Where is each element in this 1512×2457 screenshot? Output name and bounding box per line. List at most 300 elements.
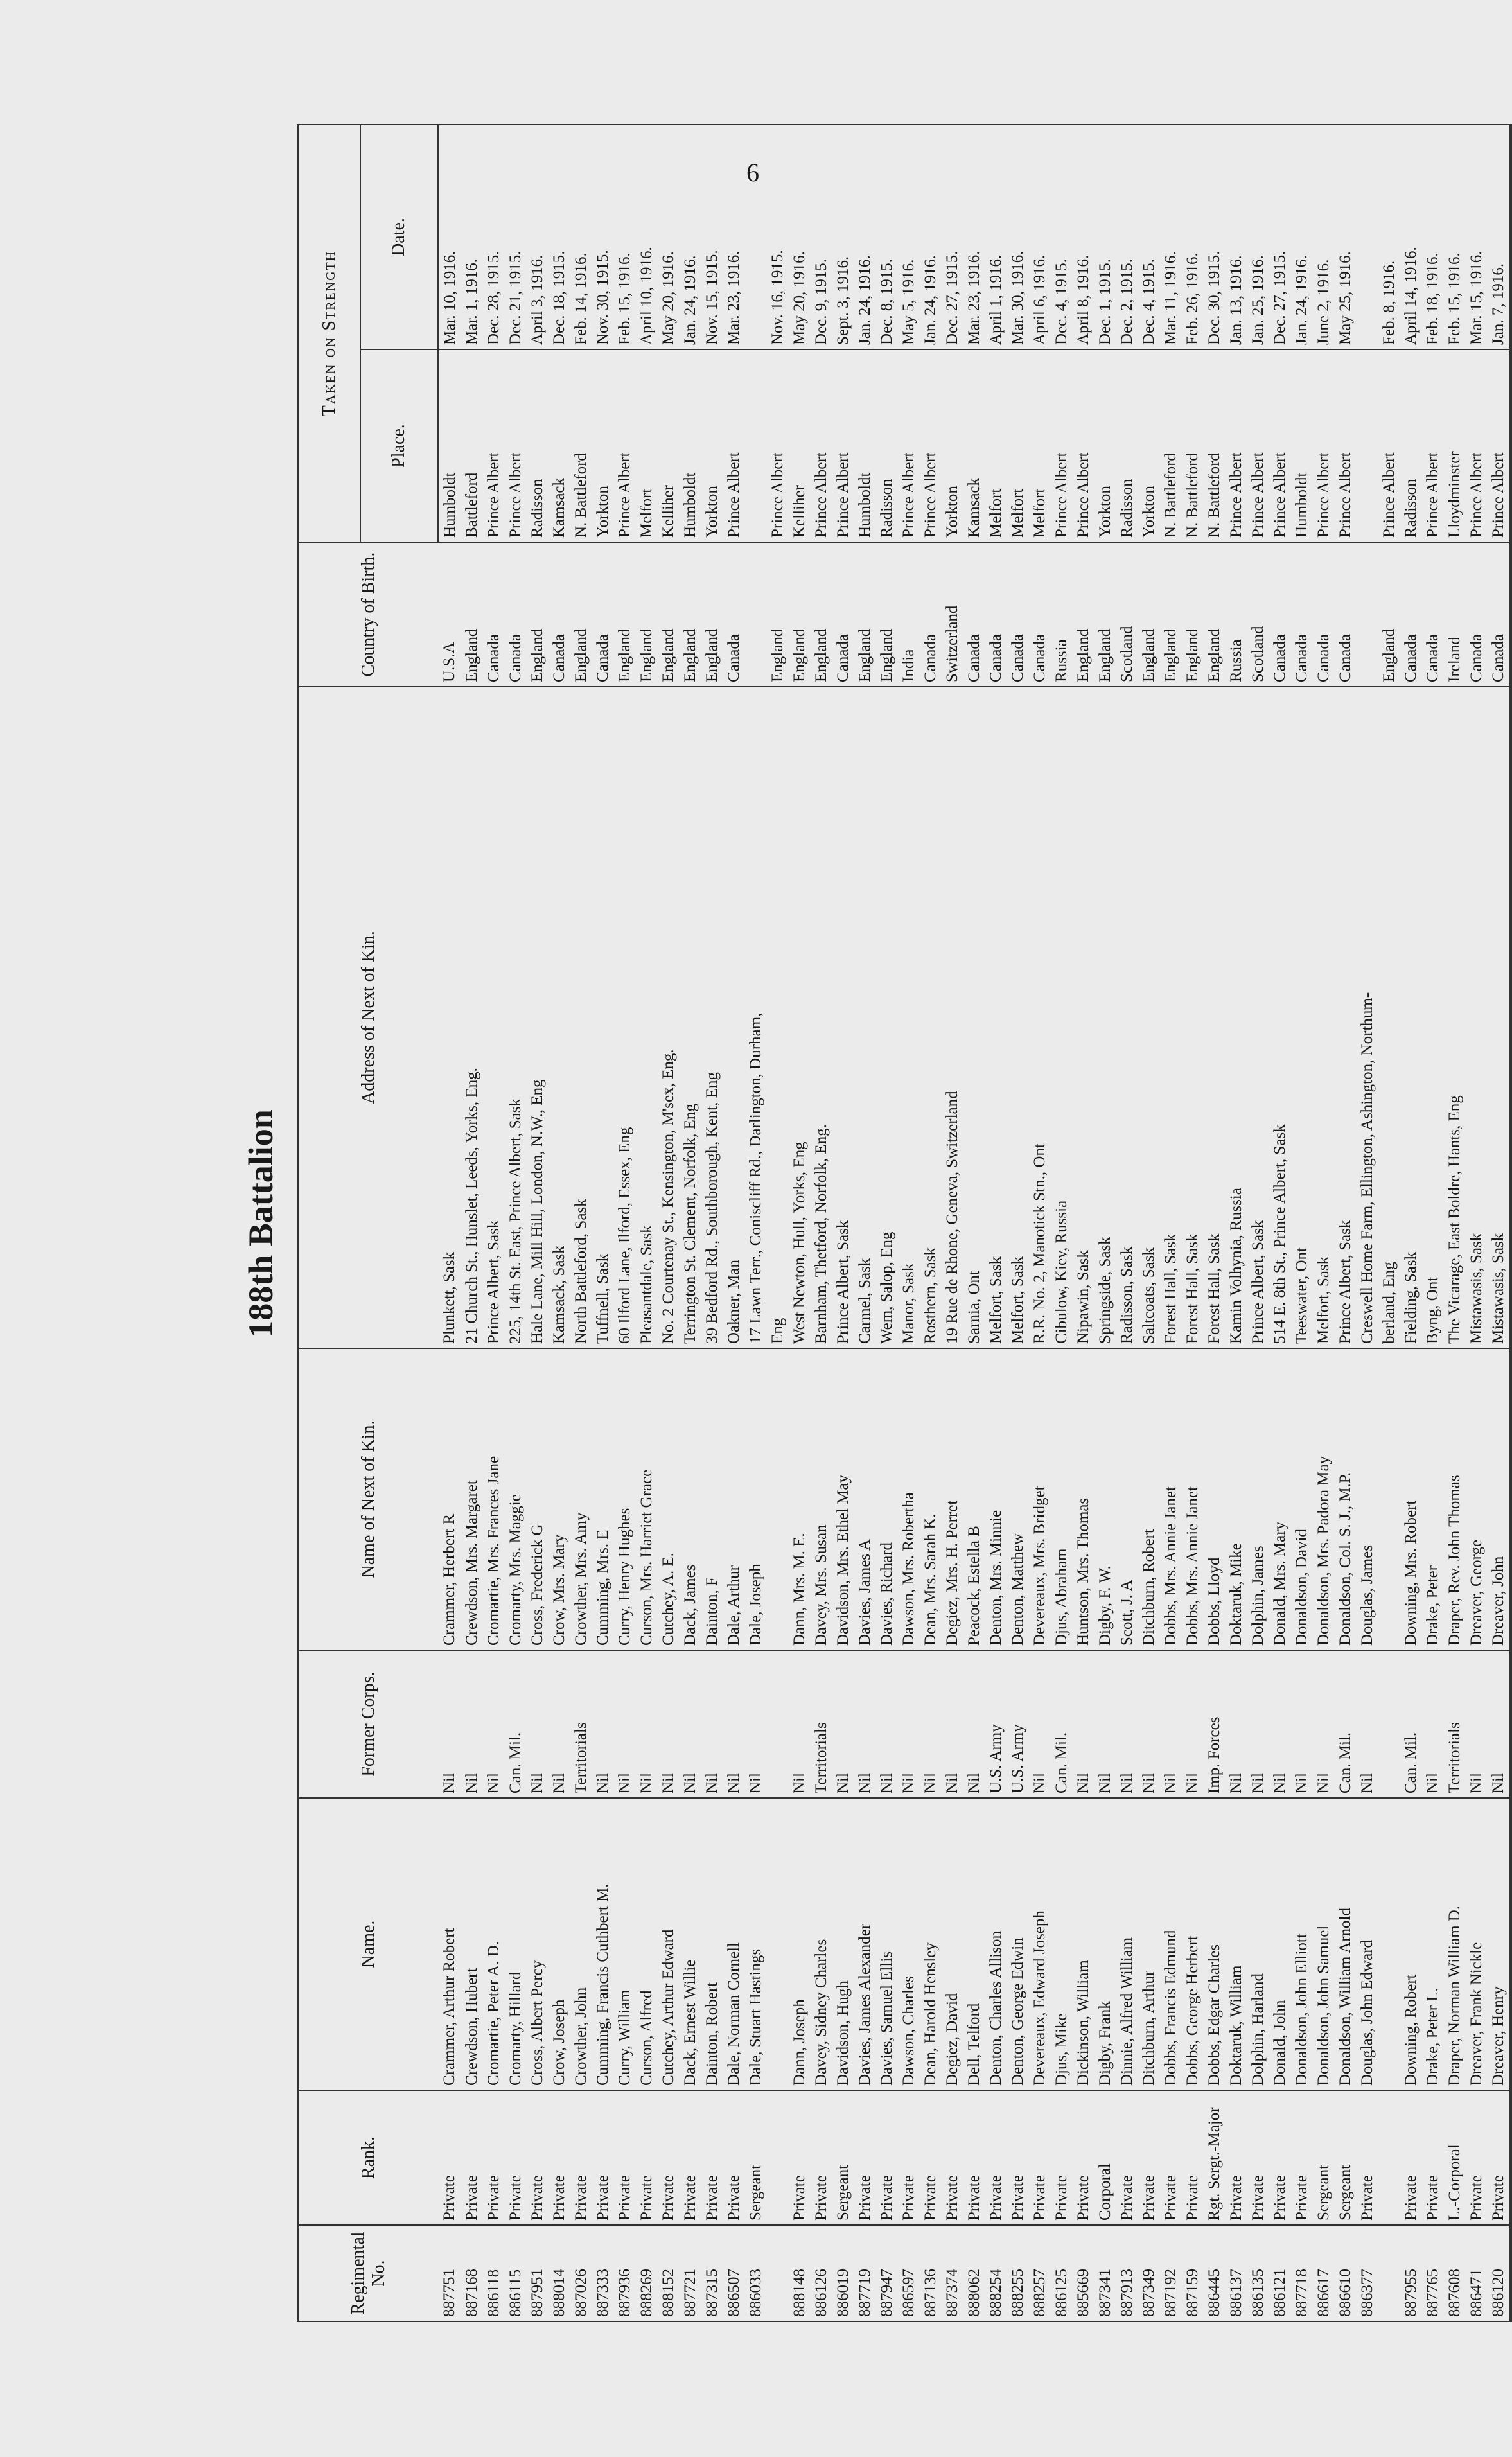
regimental-no: 886115	[505, 2225, 527, 2321]
next-of-kin: Curry, Henry Hughes	[614, 1348, 636, 1650]
table-row	[570, 125, 592, 2321]
regimental-no: 885669	[1073, 2225, 1094, 2321]
kin-address: R.R. No. 2, Manotick Stn., Ont	[1029, 687, 1051, 1348]
taken-on-date: May 20, 1916.	[658, 125, 680, 349]
header-name: Name.	[298, 1798, 438, 2090]
kin-address: North Battleford, Sask	[570, 687, 592, 1348]
next-of-kin: Dobbs, Lloyd	[1204, 1348, 1226, 1650]
next-of-kin: Dobbs, Mrs. Annie Janet	[1182, 1348, 1204, 1650]
kin-address: Prince Albert, Sask	[483, 687, 505, 1348]
country-of-birth: Canada	[723, 542, 745, 687]
former-corps: Nil	[636, 1650, 658, 1798]
next-of-kin: Cromartie, Mrs. Frances Jane	[483, 1348, 505, 1650]
regimental-no: 888269	[636, 2225, 658, 2321]
kin-address: Barnham, Thetford, Norfolk, Eng.	[811, 687, 832, 1348]
taken-on-place: Prince Albert	[1335, 349, 1357, 542]
soldier-name: Crewdson, Hubert	[461, 1798, 483, 2090]
table-row	[1422, 125, 1444, 2321]
next-of-kin: Davidson, Mrs. Ethel May	[832, 1348, 854, 1650]
soldier-name: Dell, Telford	[963, 1798, 985, 2090]
regimental-no: 886610	[1335, 2225, 1357, 2321]
taken-on-place: Radisson	[1116, 349, 1138, 542]
soldier-name: Crow, Joseph	[549, 1798, 570, 2090]
table-row	[701, 125, 723, 2321]
next-of-kin: Huntson, Mrs. Thomas	[1073, 1348, 1094, 1650]
rank: Private	[549, 2090, 570, 2225]
rank: Private	[680, 2090, 701, 2225]
taken-on-date: Mar. 15, 1916.	[1466, 125, 1488, 349]
country-of-birth: Canada	[505, 542, 527, 687]
taken-on-date: Dec. 9, 1915.	[811, 125, 832, 349]
country-of-birth: England	[701, 542, 723, 687]
table-row	[461, 125, 483, 2321]
regimental-no: 886120	[1488, 2225, 1511, 2321]
rank: Private	[701, 2090, 723, 2225]
rank: Private	[898, 2090, 920, 2225]
rank: Private	[1160, 2090, 1182, 2225]
taken-on-date: Mar. 23, 1916.	[723, 125, 745, 349]
former-corps: Nil	[920, 1650, 942, 1798]
header-regimental-no: Regimental No.	[298, 2225, 438, 2321]
former-corps: Imp. Forces	[1204, 1650, 1226, 1798]
soldier-name: Donaldson, John Samuel	[1313, 1798, 1335, 2090]
rank: Private	[811, 2090, 832, 2225]
soldier-name: Djus, Mike	[1051, 1798, 1073, 2090]
table-row	[1357, 125, 1378, 2321]
rank: Private	[438, 2090, 461, 2225]
taken-on-place: Kamsack	[549, 349, 570, 542]
taken-on-place: N. Battleford	[1204, 349, 1226, 542]
rank: Rgt. Sergt.-Major	[1204, 2090, 1226, 2225]
former-corps: Can. Mil.	[1400, 1650, 1422, 1798]
soldier-name: Dinnie, Alfred William	[1116, 1798, 1138, 2090]
kin-address: 514 E. 8th St., Prince Albert, Sask	[1269, 687, 1291, 1348]
table-row	[658, 125, 680, 2321]
taken-on-date: Mar. 23, 1916.	[963, 125, 985, 349]
next-of-kin: Peacock, Estella B	[963, 1348, 985, 1650]
taken-on-date: Dec. 30, 1915.	[1204, 125, 1226, 349]
header-next-of-kin: Name of Next of Kin.	[298, 1348, 438, 1650]
country-of-birth: Canada	[985, 542, 1007, 687]
rank: Private	[636, 2090, 658, 2225]
former-corps: Nil	[898, 1650, 920, 1798]
former-corps: Nil	[701, 1650, 723, 1798]
taken-on-place: Yorkton	[1094, 349, 1116, 542]
country-of-birth: Canada	[1466, 542, 1488, 687]
taken-on-place: Prince Albert	[1226, 349, 1247, 542]
rank: Private	[505, 2090, 527, 2225]
country-of-birth: England	[854, 542, 876, 687]
regimental-no: 886135	[1247, 2225, 1269, 2321]
regimental-no: 887136	[920, 2225, 942, 2321]
taken-on-place: Humboldt	[1291, 349, 1313, 542]
regimental-no: 887718	[1291, 2225, 1313, 2321]
next-of-kin: Denton, Matthew	[1007, 1348, 1029, 1650]
kin-address: Tuffnell, Sask	[592, 687, 614, 1348]
taken-on-place: Prince Albert	[1073, 349, 1094, 542]
kin-address: Pleasantdale, Sask	[636, 687, 658, 1348]
next-of-kin: Dale, Joseph	[745, 1348, 767, 1650]
table-row	[1400, 125, 1422, 2321]
header-former-corps: Former Corps.	[298, 1650, 438, 1798]
rank: Private	[1051, 2090, 1073, 2225]
soldier-name: Davies, James Alexander	[854, 1798, 876, 2090]
next-of-kin: Cromarty, Mrs. Maggie	[505, 1348, 527, 1650]
kin-address: Fielding, Sask	[1400, 687, 1422, 1348]
soldier-name: Douglas, John Edward	[1357, 1798, 1378, 2090]
former-corps	[767, 1650, 789, 1798]
table-row	[1269, 125, 1291, 2321]
former-corps: Nil	[1073, 1650, 1094, 1798]
table-row	[1466, 125, 1488, 2321]
country-of-birth	[1357, 542, 1378, 687]
taken-on-place: Prince Albert	[614, 349, 636, 542]
former-corps: Nil	[1357, 1650, 1378, 1798]
taken-on-date: Dec. 2, 1915.	[1116, 125, 1138, 349]
regimental-no: 887315	[701, 2225, 723, 2321]
next-of-kin: Cutchey, A. E.	[658, 1348, 680, 1650]
soldier-name: Dainton, Robert	[701, 1798, 723, 2090]
taken-on-place: Prince Albert	[898, 349, 920, 542]
taken-on-date: Jan. 24, 1916.	[1291, 125, 1313, 349]
regimental-no: 887947	[876, 2225, 898, 2321]
taken-on-date: Dec. 4, 1915.	[1138, 125, 1160, 349]
country-of-birth: England	[1182, 542, 1204, 687]
country-of-birth: England	[461, 542, 483, 687]
kin-address: 19 Rue de Rhone, Geneva, Switzerland	[942, 687, 963, 1348]
rank: Private	[963, 2090, 985, 2225]
former-corps: Nil	[832, 1650, 854, 1798]
soldier-name: Cutchey, Arthur Edward	[658, 1798, 680, 2090]
former-corps: Nil	[658, 1650, 680, 1798]
soldier-name: Downing, Robert	[1400, 1798, 1422, 2090]
next-of-kin: Doktaruk, Mike	[1226, 1348, 1247, 1650]
taken-on-place: Prince Albert	[1247, 349, 1269, 542]
regimental-no: 887192	[1160, 2225, 1182, 2321]
rank: Private	[1247, 2090, 1269, 2225]
rank: Private	[1138, 2090, 1160, 2225]
kin-address: 225, 14th St. East, Prince Albert, Sask	[505, 687, 527, 1348]
kin-address: Saltcoats, Sask	[1138, 687, 1160, 1348]
next-of-kin: Denton, Mrs. Minnie	[985, 1348, 1007, 1650]
taken-on-place: Melfort	[985, 349, 1007, 542]
regimental-no: 886121	[1269, 2225, 1291, 2321]
taken-on-place: Battleford	[461, 349, 483, 542]
country-of-birth: Canada	[963, 542, 985, 687]
soldier-name	[1378, 1798, 1400, 2090]
rank: Private	[570, 2090, 592, 2225]
taken-on-date: Dec. 27, 1915.	[942, 125, 963, 349]
former-corps: Nil	[1313, 1650, 1335, 1798]
former-corps: Territorials	[570, 1650, 592, 1798]
next-of-kin: Degiez, Mrs. H. Perret	[942, 1348, 963, 1650]
country-of-birth: Canada	[1488, 542, 1511, 687]
header-taken-on-strength: Taken on Strength	[298, 125, 360, 542]
regimental-no: 886118	[483, 2225, 505, 2321]
soldier-name: Dawson, Charles	[898, 1798, 920, 2090]
kin-address: Radisson, Sask	[1116, 687, 1138, 1348]
country-of-birth: Canada	[1029, 542, 1051, 687]
taken-on-date: Jan. 25, 1916.	[1247, 125, 1269, 349]
country-of-birth: U.S.A	[438, 542, 461, 687]
next-of-kin: Digby, F. W.	[1094, 1348, 1116, 1650]
kin-address: No. 2 Courtenay St., Kensington, M'sex, Eng.	[658, 687, 680, 1348]
country-of-birth: Canada	[920, 542, 942, 687]
taken-on-place: Humboldt	[438, 349, 461, 542]
country-of-birth: England	[1378, 542, 1400, 687]
taken-on-place: Lloydminster	[1444, 349, 1466, 542]
regimental-no: 887936	[614, 2225, 636, 2321]
table-row	[963, 125, 985, 2321]
kin-address: Forest Hall, Sask	[1160, 687, 1182, 1348]
country-of-birth: Canada	[549, 542, 570, 687]
country-of-birth: England	[876, 542, 898, 687]
taken-on-date: Jan. 13, 1916.	[1226, 125, 1247, 349]
regimental-no: 888148	[789, 2225, 811, 2321]
regimental-no: 887159	[1182, 2225, 1204, 2321]
country-of-birth: Russia	[1226, 542, 1247, 687]
kin-address: 39 Bedford Rd., Southborough, Kent, Eng	[701, 687, 723, 1348]
rank: Sergeant	[1313, 2090, 1335, 2225]
regimental-no: 887349	[1138, 2225, 1160, 2321]
taken-on-place: Melfort	[1007, 349, 1029, 542]
header-country: Country of Birth.	[298, 542, 438, 687]
rank: Private	[461, 2090, 483, 2225]
taken-on-place: Yorkton	[942, 349, 963, 542]
taken-on-date: Feb. 18, 1916.	[1422, 125, 1444, 349]
taken-on-date: Mar. 11, 1916.	[1160, 125, 1182, 349]
taken-on-date: Mar. 30, 1916.	[1007, 125, 1029, 349]
table-row	[1488, 125, 1511, 2321]
soldier-name: Cumming, Francis Cuthbert M.	[592, 1798, 614, 2090]
table-row	[920, 125, 942, 2321]
kin-address: Eng	[767, 687, 789, 1348]
nominal-roll-table	[297, 124, 1512, 2322]
country-of-birth: India	[898, 542, 920, 687]
country-of-birth: Canada	[832, 542, 854, 687]
roll-body	[438, 125, 1511, 2321]
taken-on-date: Dec. 27, 1915.	[1269, 125, 1291, 349]
regimental-no: 886033	[745, 2225, 767, 2321]
country-of-birth: Canada	[1400, 542, 1422, 687]
soldier-name: Dolphin, Harland	[1247, 1798, 1269, 2090]
country-of-birth: Ireland	[1444, 542, 1466, 687]
kin-address: berland, Eng	[1378, 687, 1400, 1348]
taken-on-place: Radisson	[876, 349, 898, 542]
next-of-kin: Donaldson, Mrs. Padora May	[1313, 1348, 1335, 1650]
regimental-no: 887955	[1400, 2225, 1422, 2321]
former-corps: Can. Mil.	[505, 1650, 527, 1798]
country-of-birth: England	[1160, 542, 1182, 687]
former-corps: Nil	[680, 1650, 701, 1798]
table-row	[898, 125, 920, 2321]
taken-on-place: Prince Albert	[1051, 349, 1073, 542]
table-row	[1007, 125, 1029, 2321]
taken-on-place: Yorkton	[701, 349, 723, 542]
country-of-birth: England	[1138, 542, 1160, 687]
table-row	[1116, 125, 1138, 2321]
next-of-kin: Dainton, F	[701, 1348, 723, 1650]
taken-on-place: Prince Albert	[1313, 349, 1335, 542]
regimental-no: 888014	[549, 2225, 570, 2321]
table-row	[942, 125, 963, 2321]
country-of-birth: Scotland	[1247, 542, 1269, 687]
table-row	[876, 125, 898, 2321]
former-corps: Nil	[942, 1650, 963, 1798]
table-row	[1182, 125, 1204, 2321]
page-number: 6	[746, 158, 759, 187]
regimental-no: 887765	[1422, 2225, 1444, 2321]
taken-on-place: Prince Albert	[832, 349, 854, 542]
regimental-no: 887721	[680, 2225, 701, 2321]
taken-on-date: Mar. 1, 1916.	[461, 125, 483, 349]
kin-address: Kamin Volhynia, Russia	[1226, 687, 1247, 1348]
table-row	[1247, 125, 1269, 2321]
taken-on-place: Prince Albert	[1422, 349, 1444, 542]
header-date: Date.	[360, 125, 438, 349]
table-row	[549, 125, 570, 2321]
taken-on-place: Radisson	[527, 349, 549, 542]
former-corps: Nil	[963, 1650, 985, 1798]
soldier-name: Donaldson, John Elliott	[1291, 1798, 1313, 2090]
country-of-birth: Canada	[483, 542, 505, 687]
former-corps: Nil	[592, 1650, 614, 1798]
kin-address: Forest Hall, Sask	[1182, 687, 1204, 1348]
regimental-no: 888254	[985, 2225, 1007, 2321]
kin-address: West Newton, Hull, Yorks, Eng	[789, 687, 811, 1348]
soldier-name: Cross, Albert Percy	[527, 1798, 549, 2090]
soldier-name: Dobbs, Francis Edmund	[1160, 1798, 1182, 2090]
country-of-birth: England	[789, 542, 811, 687]
kin-address: Melfort, Sask	[1007, 687, 1029, 1348]
table-row	[527, 125, 549, 2321]
rank: Private	[1291, 2090, 1313, 2225]
next-of-kin: Davies, James A	[854, 1348, 876, 1650]
next-of-kin: Draper, Rev. John Thomas	[1444, 1348, 1466, 1650]
rank: Private	[1269, 2090, 1291, 2225]
soldier-name: Degiez, David	[942, 1798, 963, 2090]
former-corps: Can. Mil.	[1335, 1650, 1357, 1798]
regimental-no: 886471	[1466, 2225, 1488, 2321]
regimental-no: 887951	[527, 2225, 549, 2321]
soldier-name: Dreaver, Henry	[1488, 1798, 1511, 2090]
country-of-birth: Switzerland	[942, 542, 963, 687]
rank: Private	[658, 2090, 680, 2225]
regimental-no: 886377	[1357, 2225, 1378, 2321]
kin-address: Creswell Home Farm, Ellington, Ashington, Northum-	[1357, 687, 1378, 1348]
soldier-name: Donald, John	[1269, 1798, 1291, 2090]
table-row	[1378, 125, 1400, 2321]
soldier-name: Dobbs, George Herbert	[1182, 1798, 1204, 2090]
rank: Private	[1466, 2090, 1488, 2225]
next-of-kin: Curson, Mrs. Harriet Grace	[636, 1348, 658, 1650]
kin-address: 60 Ilford Lane, Ilford, Essex, Eng	[614, 687, 636, 1348]
country-of-birth: England	[680, 542, 701, 687]
taken-on-place: Kamsack	[963, 349, 985, 542]
regimental-no: 888257	[1029, 2225, 1051, 2321]
soldier-name: Dale, Stuart Hastings	[745, 1798, 767, 2090]
table-row	[1335, 125, 1357, 2321]
country-of-birth: Canada	[592, 542, 614, 687]
taken-on-place: Prince Albert	[767, 349, 789, 542]
country-of-birth: England	[1073, 542, 1094, 687]
kin-address: Prince Albert, Sask	[1335, 687, 1357, 1348]
taken-on-place: Prince Albert	[505, 349, 527, 542]
country-of-birth: England	[767, 542, 789, 687]
country-of-birth: Canada	[1291, 542, 1313, 687]
next-of-kin: Scott, J. A	[1116, 1348, 1138, 1650]
former-corps: Nil	[614, 1650, 636, 1798]
taken-on-date: May 25, 1916.	[1335, 125, 1357, 349]
table-row	[1029, 125, 1051, 2321]
rank: Private	[483, 2090, 505, 2225]
former-corps: Nil	[438, 1650, 461, 1798]
former-corps: Nil	[723, 1650, 745, 1798]
taken-on-place: N. Battleford	[1160, 349, 1182, 542]
soldier-name: Cromarty, Hillard	[505, 1798, 527, 2090]
regimental-no: 887751	[438, 2225, 461, 2321]
taken-on-place: Kelliher	[789, 349, 811, 542]
soldier-name: Digby, Frank	[1094, 1798, 1116, 2090]
next-of-kin: Dack, James	[680, 1348, 701, 1650]
regimental-no: 888255	[1007, 2225, 1029, 2321]
rank: Private	[1357, 2090, 1378, 2225]
rank	[1378, 2090, 1400, 2225]
taken-on-place: Prince Albert	[1269, 349, 1291, 542]
kin-address: Wem, Salop, Eng	[876, 687, 898, 1348]
rank: Sergeant	[1335, 2090, 1357, 2225]
taken-on-date: April 6, 1916.	[1029, 125, 1051, 349]
next-of-kin: Davey, Mrs. Susan	[811, 1348, 832, 1650]
kin-address: Springside, Sask	[1094, 687, 1116, 1348]
next-of-kin: Davies, Richard	[876, 1348, 898, 1650]
rank: Private	[1073, 2090, 1094, 2225]
soldier-name	[767, 1798, 789, 2090]
table-row	[1160, 125, 1182, 2321]
country-of-birth: England	[1204, 542, 1226, 687]
taken-on-date: Dec. 1, 1915.	[1094, 125, 1116, 349]
table-row	[789, 125, 811, 2321]
taken-on-place	[1357, 349, 1378, 542]
next-of-kin: Dolphin, James	[1247, 1348, 1269, 1650]
taken-on-date: Nov. 16, 1915.	[767, 125, 789, 349]
taken-on-date: Jan. 7, 1916.	[1488, 125, 1511, 349]
former-corps: Nil	[1466, 1650, 1488, 1798]
regimental-no: 888152	[658, 2225, 680, 2321]
regimental-no: 887026	[570, 2225, 592, 2321]
table-row	[1226, 125, 1247, 2321]
former-corps: Nil	[1269, 1650, 1291, 1798]
regimental-no: 886507	[723, 2225, 745, 2321]
taken-on-date: Feb. 15, 1916.	[614, 125, 636, 349]
country-of-birth: England	[636, 542, 658, 687]
former-corps: Nil	[1488, 1650, 1511, 1798]
former-corps: Nil	[1094, 1650, 1116, 1798]
rank: Private	[854, 2090, 876, 2225]
next-of-kin: Dean, Mrs. Sarah K.	[920, 1348, 942, 1650]
regimental-no: 887913	[1116, 2225, 1138, 2321]
table-row	[1073, 125, 1094, 2321]
rank: Private	[1422, 2090, 1444, 2225]
taken-on-date: Nov. 15, 1915.	[701, 125, 723, 349]
regimental-no: 886445	[1204, 2225, 1226, 2321]
next-of-kin: Dawson, Mrs. Robertha	[898, 1348, 920, 1650]
taken-on-place: Prince Albert	[1488, 349, 1511, 542]
taken-on-date: Jan. 24, 1916.	[680, 125, 701, 349]
kin-address: Plunkett, Sask	[438, 687, 461, 1348]
regimental-no: 886597	[898, 2225, 920, 2321]
next-of-kin: Crewdson, Mrs. Margaret	[461, 1348, 483, 1650]
